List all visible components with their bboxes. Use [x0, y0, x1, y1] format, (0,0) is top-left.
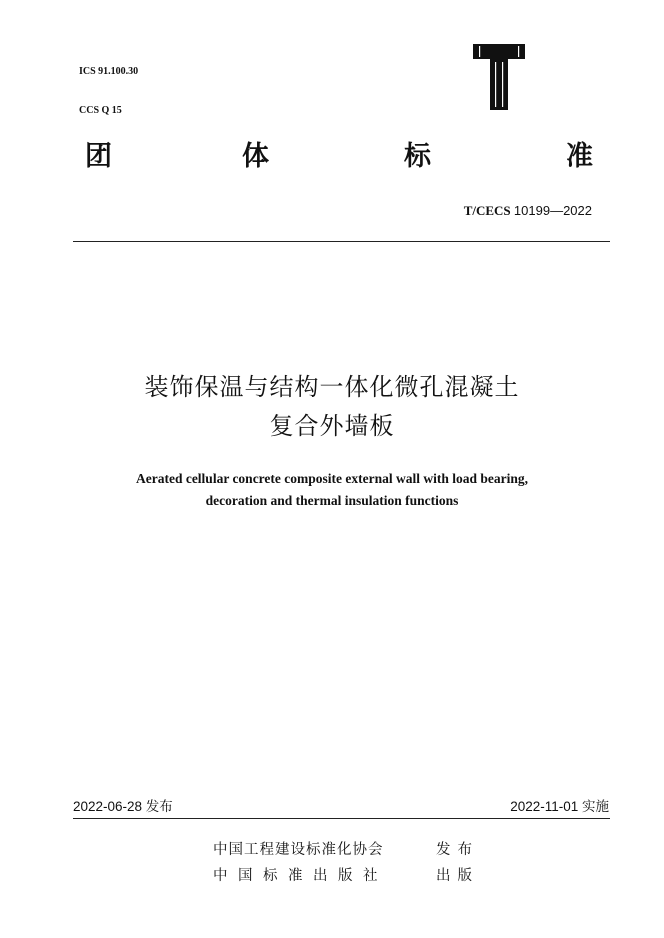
ccs-code: CCS Q 15	[79, 105, 122, 116]
title-cn-line-1: 装饰保温与结构一体化微孔混凝土	[144, 373, 520, 401]
ics-code: ICS 91.100.30	[79, 66, 139, 77]
standard-number-value: 10199—2022	[513, 203, 592, 218]
implement-date: 2022-11-01 实施	[510, 799, 609, 814]
title-en-line-2: decoration and thermal insulation functions	[205, 493, 459, 508]
press-action: 出版	[436, 868, 479, 884]
press-name: 中国标准出版社	[213, 868, 388, 884]
t-logo	[470, 42, 528, 112]
category-char-3: 标	[404, 141, 431, 172]
standard-number	[464, 203, 592, 219]
category-char-2: 体	[242, 141, 269, 172]
standard-prefix: T/CECS	[463, 203, 511, 218]
category-char-4: 准	[566, 141, 593, 172]
top-divider	[73, 241, 610, 242]
issuer-action: 发布	[436, 842, 479, 858]
category-char-1: 团	[85, 141, 112, 172]
issue-date: 2022-06-28 发布	[73, 799, 173, 814]
issuer-name: 中国工程建设标准化协会	[213, 842, 384, 858]
title-cn-line-2: 复合外墙板	[269, 412, 395, 440]
t-logo-glyph	[470, 42, 528, 112]
ics-ccs-block	[79, 39, 138, 130]
title-en-line-1: Aerated cellular concrete composite external wall with load bearing,	[135, 471, 529, 486]
bottom-divider	[73, 818, 610, 819]
